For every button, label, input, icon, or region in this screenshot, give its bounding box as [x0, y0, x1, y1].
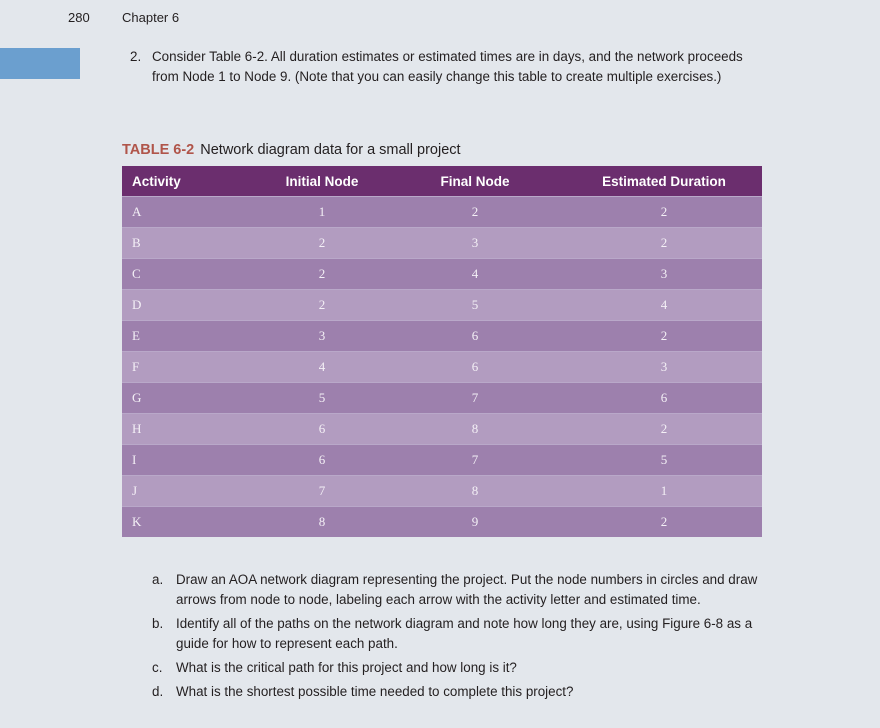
duration-cell: 2 [566, 507, 762, 538]
final-node-cell: 8 [384, 414, 566, 445]
question-label: c. [152, 660, 163, 675]
duration-cell: 2 [566, 228, 762, 259]
duration-cell: 4 [566, 290, 762, 321]
initial-node-cell: 6 [260, 414, 384, 445]
initial-node-cell: 1 [260, 197, 384, 228]
question-d [152, 682, 772, 702]
question-text: Identify all of the paths on the network diagram and note how long they are, using Figure 6-8 as a guide for how to represent each path. [176, 616, 753, 651]
activity-cell: G [122, 383, 260, 414]
table-row [122, 383, 762, 414]
final-node-cell: 7 [384, 445, 566, 476]
column-header: Final Node [384, 166, 566, 197]
table-row [122, 352, 762, 383]
duration-cell: 3 [566, 352, 762, 383]
initial-node-cell: 2 [260, 228, 384, 259]
table-row [122, 321, 762, 352]
duration-cell: 3 [566, 259, 762, 290]
activity-cell: J [122, 476, 260, 507]
activity-cell: F [122, 352, 260, 383]
margin-tab [0, 48, 80, 79]
activity-cell: K [122, 507, 260, 538]
network-data-table [122, 166, 762, 537]
final-node-cell: 6 [384, 321, 566, 352]
table-row [122, 445, 762, 476]
final-node-cell: 4 [384, 259, 566, 290]
activity-cell: H [122, 414, 260, 445]
initial-node-cell: 4 [260, 352, 384, 383]
final-node-cell: 2 [384, 197, 566, 228]
duration-cell: 6 [566, 383, 762, 414]
column-header: Estimated Duration [566, 166, 762, 197]
initial-node-cell: 2 [260, 259, 384, 290]
activity-cell: E [122, 321, 260, 352]
table-row [122, 197, 762, 228]
final-node-cell: 7 [384, 383, 566, 414]
activity-cell: D [122, 290, 260, 321]
table-header-row [122, 166, 762, 197]
question-text: What is the shortest possible time needed to complete this project? [176, 684, 574, 699]
table-row [122, 259, 762, 290]
activity-cell: A [122, 197, 260, 228]
question-label: a. [152, 572, 164, 587]
final-node-cell: 5 [384, 290, 566, 321]
initial-node-cell: 7 [260, 476, 384, 507]
final-node-cell: 6 [384, 352, 566, 383]
table-row [122, 507, 762, 538]
exercise-number: 2. [130, 49, 142, 64]
question-b [152, 614, 772, 654]
question-a [152, 570, 772, 610]
exercise-2 [130, 47, 770, 87]
question-text: Draw an AOA network diagram representing the project. Put the node numbers in circles and draw arrows from node to node, labeling each arrow with the activity letter and estimated time. [176, 572, 758, 607]
table-caption [122, 142, 461, 158]
table-row [122, 414, 762, 445]
duration-cell: 2 [566, 197, 762, 228]
initial-node-cell: 6 [260, 445, 384, 476]
duration-cell: 5 [566, 445, 762, 476]
table-label: TABLE 6-2 [122, 142, 195, 158]
initial-node-cell: 8 [260, 507, 384, 538]
question-label: d. [152, 684, 164, 699]
page-number: 280 [68, 10, 90, 25]
activity-cell: C [122, 259, 260, 290]
exercise-questions [152, 570, 772, 706]
table-title: Network diagram data for a small project [200, 142, 461, 158]
question-text: What is the critical path for this project and how long is it? [176, 660, 517, 675]
initial-node-cell: 2 [260, 290, 384, 321]
duration-cell: 1 [566, 476, 762, 507]
table-row [122, 476, 762, 507]
duration-cell: 2 [566, 414, 762, 445]
question-label: b. [152, 616, 164, 631]
initial-node-cell: 5 [260, 383, 384, 414]
table-row [122, 290, 762, 321]
column-header: Activity [122, 166, 260, 197]
table-row [122, 228, 762, 259]
question-c [152, 658, 772, 678]
final-node-cell: 9 [384, 507, 566, 538]
duration-cell: 2 [566, 321, 762, 352]
activity-cell: B [122, 228, 260, 259]
initial-node-cell: 3 [260, 321, 384, 352]
chapter-running-head: Chapter 6 [122, 10, 180, 25]
activity-cell: I [122, 445, 260, 476]
exercise-text: Consider Table 6-2. All duration estimates or estimated times are in days, and the network proceeds from Node 1 to Node 9. (Note that you can easily change this table to create multiple exercises.) [152, 49, 743, 84]
final-node-cell: 8 [384, 476, 566, 507]
column-header: Initial Node [260, 166, 384, 197]
final-node-cell: 3 [384, 228, 566, 259]
